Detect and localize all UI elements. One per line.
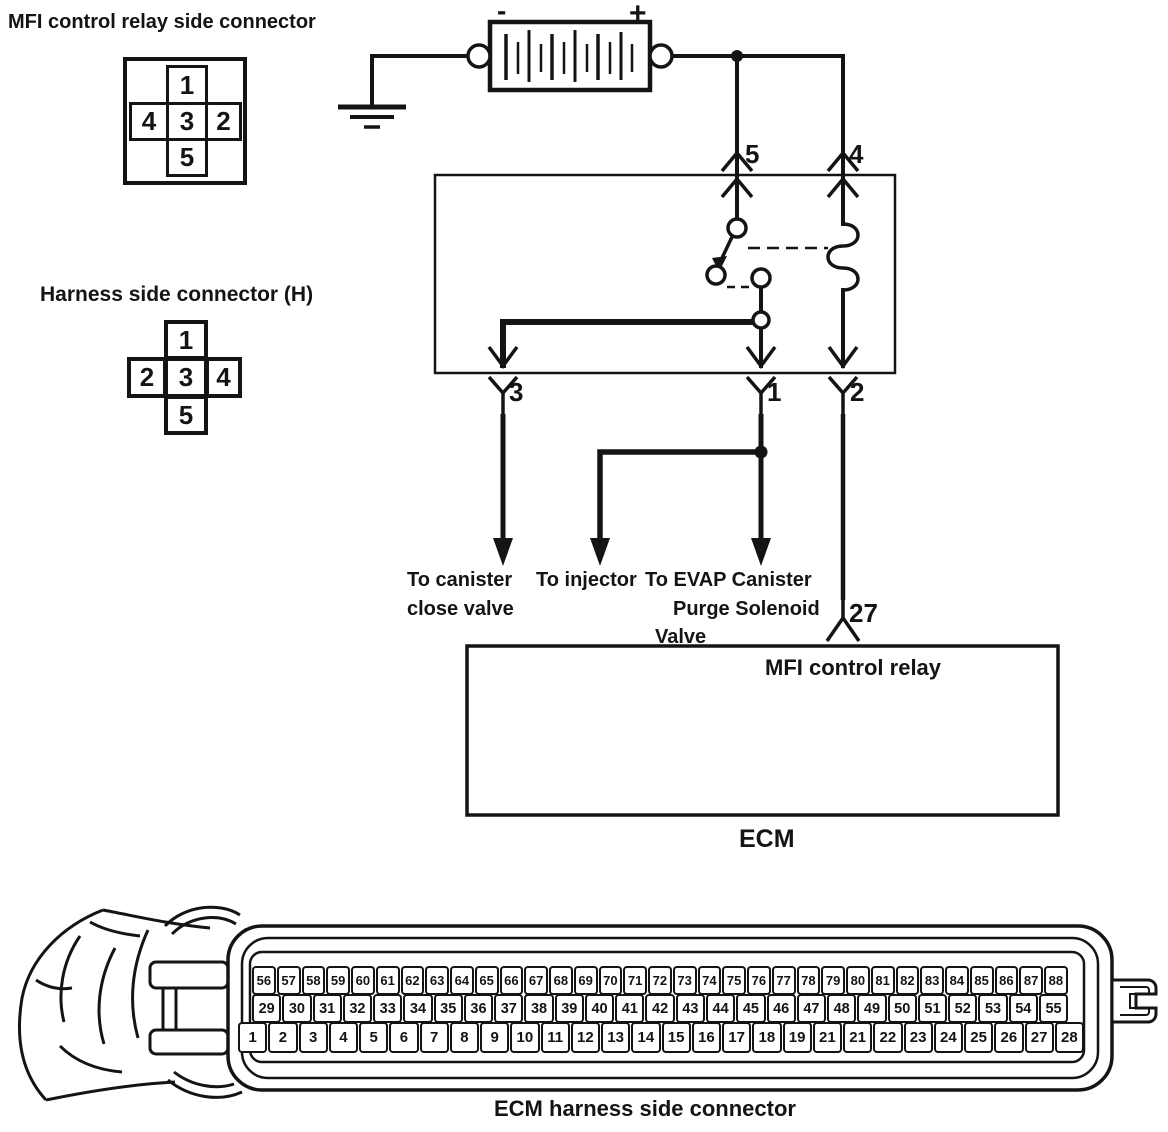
relay-connector-pin-mid-center: 3 [166, 102, 208, 141]
ecm-label: ECM [739, 825, 795, 853]
ecm-pin-cell: 48 [827, 994, 856, 1023]
ecm-pin-cell: 80 [846, 966, 870, 995]
ecm-pin-cell: 73 [673, 966, 697, 995]
ecm-pin-cell: 38 [524, 994, 553, 1023]
arrow-to-evap-valve [751, 538, 771, 566]
switch-contact-left [707, 266, 725, 284]
ecm-pin-cell: 30 [282, 994, 311, 1023]
ecm-pin-cell: 85 [970, 966, 994, 995]
ecm-pin-cell: 59 [326, 966, 350, 995]
harness-clamp-bottom [150, 1030, 228, 1054]
harness-connector-pin-mid-center: 3 [164, 357, 208, 398]
relay-side-connector-title: MFI control relay side connector [8, 11, 316, 33]
injector-label: To injector [536, 569, 637, 591]
ecm-pin-cell: 88 [1044, 966, 1068, 995]
ecm-pin-cell: 51 [918, 994, 947, 1023]
switch-contact-top [728, 219, 746, 237]
ecm-pin-cell: 18 [752, 1022, 781, 1053]
ecm-pin-cell: 26 [994, 1022, 1023, 1053]
relay-coil [828, 224, 858, 290]
ecm-pin-cell: 69 [574, 966, 598, 995]
ecm-pin-cell: 13 [601, 1022, 630, 1053]
ecm-pin-27-label: 27 [849, 598, 878, 628]
ecm-pin-cell: 31 [313, 994, 342, 1023]
relay-connector-pin-mid-left: 4 [129, 102, 169, 141]
ecm-pin-cell: 3 [299, 1022, 328, 1053]
ecm-pin-cell: 61 [376, 966, 400, 995]
ecm-pin-cell: 67 [524, 966, 548, 995]
ecm-pin-cell: 87 [1019, 966, 1043, 995]
ecm-pin-cell: 29 [252, 994, 281, 1023]
relay-connector-pin-bottom: 5 [166, 138, 208, 177]
ecm-pin-cell: 5 [359, 1022, 388, 1053]
ecm-pin-cell: 34 [403, 994, 432, 1023]
ecm-pin-cell: 44 [706, 994, 735, 1023]
ecm-pin-cell: 65 [475, 966, 499, 995]
ecm-pin-cell: 9 [480, 1022, 509, 1053]
ecm-pin-cell: 75 [722, 966, 746, 995]
ecm-pin-cell: 52 [948, 994, 977, 1023]
ecm-pin-cell: 79 [821, 966, 845, 995]
canister-valve-label-line1: To canister [407, 569, 513, 591]
ecm-connector-row-bottom [238, 1022, 1084, 1053]
switch-contact-right [752, 269, 770, 287]
harness-side-connector-title: Harness side connector (H) [40, 283, 314, 306]
ecm-harness-connector-caption: ECM harness side connector [494, 1096, 796, 1121]
ecm-pin-cell: 4 [329, 1022, 358, 1053]
ecm-pin-cell: 41 [615, 994, 644, 1023]
ecm-pin-cell: 84 [945, 966, 969, 995]
relay-pin-5-label: 5 [745, 139, 760, 169]
battery-terminal-positive [650, 45, 672, 67]
ecm-pin-cell: 24 [934, 1022, 963, 1053]
battery-symbol [490, 22, 650, 90]
evap-valve-label-line3: Valve [655, 626, 707, 648]
relay-pin-2-label: 2 [850, 377, 865, 407]
ecm-pin-cell: 81 [871, 966, 895, 995]
ecm-pin-cell: 39 [555, 994, 584, 1023]
evap-valve-label-line1: To EVAP Canister [645, 569, 812, 591]
arrow-to-canister-valve [493, 538, 513, 566]
relay-pin-1-label: 1 [767, 377, 782, 407]
ecm-pin-cell: 77 [772, 966, 796, 995]
ecm-pin-cell: 66 [500, 966, 524, 995]
harness-connector-pin-top: 1 [164, 320, 208, 360]
ecm-pin-cell: 1 [238, 1022, 267, 1053]
ecm-pin-cell: 54 [1009, 994, 1038, 1023]
ecm-pin-cell: 57 [277, 966, 301, 995]
ecm-pin-cell: 7 [420, 1022, 449, 1053]
relay-pin-3-label: 3 [509, 377, 524, 407]
ecm-pin-cell: 63 [425, 966, 449, 995]
ecm-pin-cell: 64 [450, 966, 474, 995]
battery-positive-label: + [629, 0, 647, 30]
ecm-pin-cell: 82 [896, 966, 920, 995]
ecm-pin-cell: 68 [549, 966, 573, 995]
ecm-pin-cell: 10 [510, 1022, 539, 1053]
ecm-pin-cell: 50 [888, 994, 917, 1023]
ecm-pin-cell: 71 [623, 966, 647, 995]
ecm-box [467, 646, 1058, 815]
wire-junction-dot [731, 50, 743, 62]
ecm-pin-cell: 2 [268, 1022, 297, 1053]
ecm-pin-cell: 76 [747, 966, 771, 995]
ecm-pin-cell: 83 [920, 966, 944, 995]
ecm-connector-row-top [252, 966, 1068, 995]
ecm-pin-cell: 42 [645, 994, 674, 1023]
ecm-pin-cell: 86 [995, 966, 1019, 995]
ecm-pin-cell: 70 [599, 966, 623, 995]
harness-connector-pin-bottom: 5 [164, 395, 208, 435]
ecm-pin-cell: 15 [662, 1022, 691, 1053]
ecm-pin-cell: 11 [541, 1022, 570, 1053]
ecm-pin-cell: 49 [857, 994, 886, 1023]
ecm-pin-cell: 58 [302, 966, 326, 995]
relay-connector-pin-mid-right: 2 [205, 102, 242, 141]
harness-connector-pin-mid-right: 4 [205, 357, 242, 398]
ecm-pin-cell: 78 [797, 966, 821, 995]
arrow-to-injector [590, 538, 610, 566]
relay-connector-pin-top: 1 [166, 65, 208, 105]
ecm-pin-cell: 74 [698, 966, 722, 995]
ecm-pin-cell: 33 [373, 994, 402, 1023]
ecm-pin-cell: 17 [722, 1022, 751, 1053]
ecm-pin-cell: 6 [389, 1022, 418, 1053]
ecm-pin-cell: 25 [964, 1022, 993, 1053]
ecm-pin-cell: 47 [797, 994, 826, 1023]
relay-side-connector-diagram [123, 57, 247, 185]
ecm-pin-cell: 46 [767, 994, 796, 1023]
ecm-pin-cell: 43 [676, 994, 705, 1023]
ecm-connector-row-middle [252, 994, 1068, 1023]
relay-pin-4-label: 4 [849, 139, 864, 169]
ecm-pin-cell: 12 [571, 1022, 600, 1053]
ecm-pin-cell: 72 [648, 966, 672, 995]
ecm-pin-cell: 60 [351, 966, 375, 995]
mfi-control-relay-label: MFI control relay [765, 655, 942, 680]
ecm-pin-cell: 45 [736, 994, 765, 1023]
ecm-pin-cell: 62 [401, 966, 425, 995]
ecm-pin-cell: 55 [1039, 994, 1068, 1023]
ecm-pin-cell: 23 [904, 1022, 933, 1053]
ecm-pin-cell: 21 [843, 1022, 872, 1053]
ecm-pin-cell: 16 [692, 1022, 721, 1053]
harness-boot-drawing [19, 907, 242, 1100]
evap-valve-label-line2: Purge Solenoid [673, 598, 820, 620]
canister-valve-label-line2: close valve [407, 598, 514, 620]
ecm-pin-cell: 36 [464, 994, 493, 1023]
ecm-pin-cell: 8 [450, 1022, 479, 1053]
ecm-pin-cell: 37 [494, 994, 523, 1023]
ecm-pin-cell: 21 [813, 1022, 842, 1053]
ecm-pin-cell: 27 [1025, 1022, 1054, 1053]
ecm-pin-cell: 53 [978, 994, 1007, 1023]
ecm-pin-cell: 14 [631, 1022, 660, 1053]
harness-connector-pin-mid-left: 2 [127, 357, 167, 398]
ecm-pin-cell: 28 [1055, 1022, 1084, 1053]
ecm-pin-cell: 22 [873, 1022, 902, 1053]
ecm-pin-cell: 35 [434, 994, 463, 1023]
ecm-pin-cell: 32 [343, 994, 372, 1023]
ecm-pin-cell: 56 [252, 966, 276, 995]
ecm-pin-cell: 40 [585, 994, 614, 1023]
battery-terminal-negative [468, 45, 490, 67]
harness-clamp-top [150, 962, 228, 988]
battery-negative-label: - [497, 0, 507, 26]
contact-junction [753, 312, 769, 328]
ecm-pin-cell: 19 [783, 1022, 812, 1053]
